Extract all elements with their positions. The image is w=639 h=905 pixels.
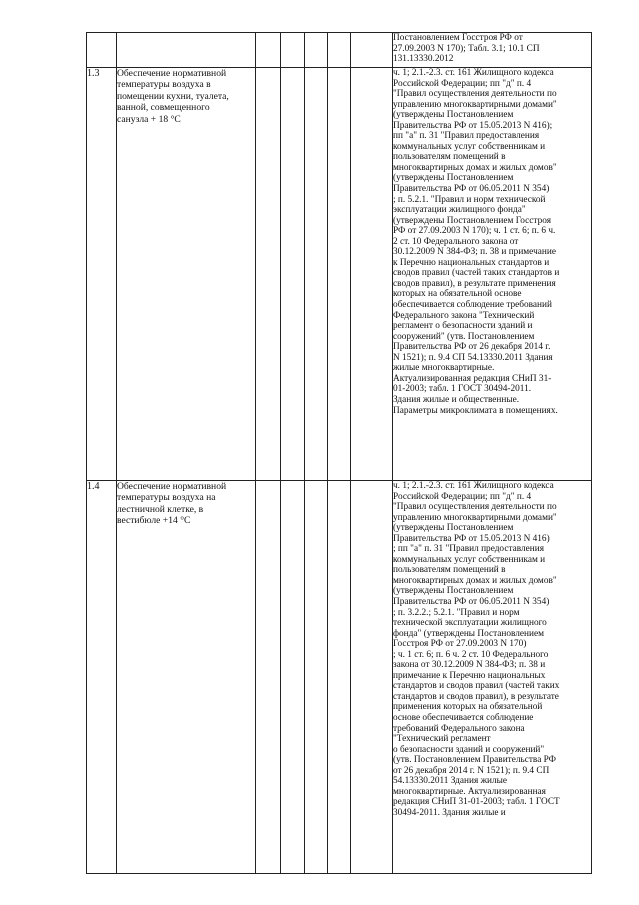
mark-cell: [305, 33, 328, 68]
mark-cell: [305, 481, 328, 874]
row-reference: Постановлением Госстроя РФ от 27.09.2003 N 170); Табл. 3.1; 10.1 СП 131.13330.2012: [393, 33, 592, 68]
comment-cell: [351, 68, 393, 481]
requirements-table: [86, 32, 592, 874]
row-description: [117, 33, 256, 68]
mark-cell: [328, 33, 351, 68]
row-description: Обеспечение нормативной температуры воздуха в помещении кухни, туалета, ванной, совмещенного санузла + 18 °С: [117, 68, 256, 481]
comment-cell: [351, 481, 393, 874]
row-reference: ч. 1; 2.1.-2.3. ст. 161 Жилищного кодекса Российской Федерации; пп "д" п. 4 "Правил осуществления деятельности по управлению многоквартирными домами" (утверждены Постановлением Правительства РФ от 15.05.2013 N 416); пп "а" п. 31 "Правил предоставления коммунальных услуг собственникам и пользователям помещений в многоквартирных домах и жилых домов" (утверждены Постановлением Правительства РФ от 06.05.2011 N 354) ; п. 5.2.1. "Правил и норм технической эксплуатации жилищного фонда" (утверждены Постановлением Госстроя РФ от 27.09.2003 N 170); ч. 1 ст. 6; п. 6 ч. 2 ст. 10 Федерального закона от 30.12.2009 N 384-ФЗ; п. 38 и примечание к Перечню национальных стандартов и сводов правил (частей таких стандартов и сводов правил), в результате применения которых на обязательной основе обеспечивается соблюдение требований Федерального закона "Технический регламент о безопасности зданий и сооружений" (утв. Постановлением Правительства РФ от 26 декабря 2014 г. N 1521); п. 9.4 СП 54.13330.2011 Здания жилые многоквартирные. Актуализированная редакция СНиП 31- 01-2003; табл. 1 ГОСТ 30494-2011. Здания жилые и общественные. Параметры микроклимата в помещениях.: [393, 68, 592, 481]
mark-cell: [305, 68, 328, 481]
row-description: Обеспечение нормативной температуры воздуха на лестничной клетке, в вестибюле +14 °С: [117, 481, 256, 874]
table-row: [87, 68, 592, 481]
mark-cell: [328, 68, 351, 481]
comment-cell: [351, 33, 393, 68]
mark-cell: [281, 481, 305, 874]
mark-cell: [256, 481, 281, 874]
mark-cell: [256, 68, 281, 481]
row-number: 1.4: [87, 481, 117, 874]
mark-cell: [281, 68, 305, 481]
table-row: [87, 33, 592, 68]
mark-cell: [328, 481, 351, 874]
row-number: 1.3: [87, 68, 117, 481]
table-row: [87, 481, 592, 874]
row-reference: ч. 1; 2.1.-2.3. ст. 161 Жилищного кодекса Российской Федерации; пп "д" п. 4 "Правил осуществления деятельности по управлению многоквартирными домами" (утверждены Постановлением Правительства РФ от 15.05.2013 N 416) ; пп "а" п. 31 "Правил предоставления коммунальных услуг собственникам и пользователям помещений в многоквартирных домах и жилых домов" (утверждены Постановлением Правительства РФ от 06.05.2011 N 354) ; п. 3.2.2.; 5.2.1. "Правил и норм технической эксплуатации жилищного фонда" (утверждены Постановлением Госстроя РФ от 27.09.2003 N 170) ; ч. 1 ст. 6; п. 6 ч. 2 ст. 10 Федерального закона от 30.12.2009 N 384-ФЗ; п. 38 и примечание к Перечню национальных стандартов и сводов правил (частей таких стандартов и сводов правил), в результате применения которых на обязательной основе обеспечивается соблюдение требований Федерального закона "Технический регламент о безопасности зданий и сооружений" (утв. Постановлением Правительства РФ от 26 декабря 2014 г. N 1521); п. 9.4 СП 54.13330.2011 Здания жилые многоквартирные. Актуализированная редакция СНиП 31-01-2003; табл. 1 ГОСТ 30494-2011. Здания жилые и: [393, 481, 592, 874]
mark-cell: [256, 33, 281, 68]
mark-cell: [281, 33, 305, 68]
row-number: [87, 33, 117, 68]
